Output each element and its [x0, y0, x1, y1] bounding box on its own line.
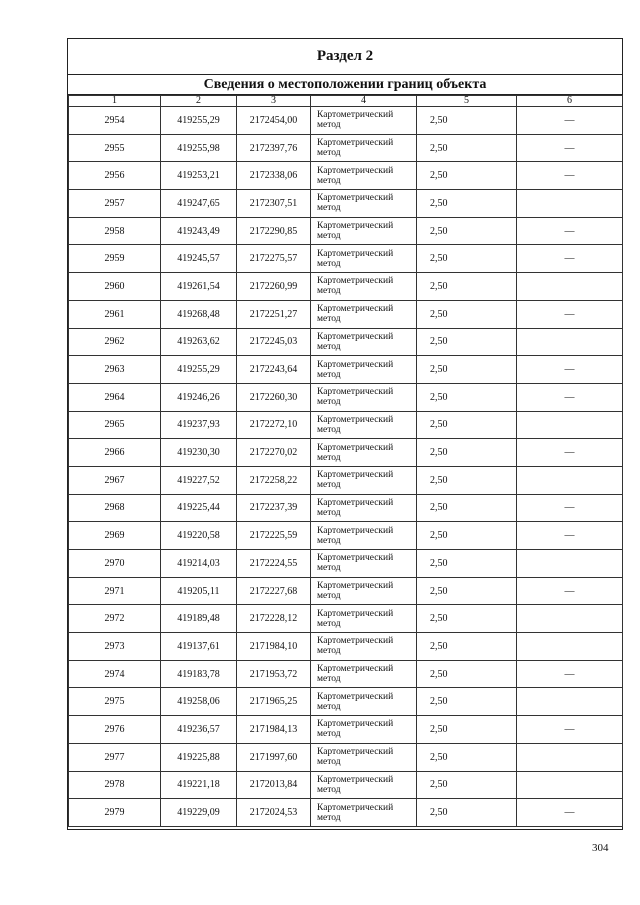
point-number-cell: 2967	[69, 466, 161, 494]
accuracy-cell: 2,50	[417, 633, 517, 661]
method-cell: Картометрический метод	[311, 411, 417, 439]
note-cell: —	[517, 577, 623, 605]
x-coordinate-cell: 419220,58	[161, 522, 237, 550]
note-cell: —	[517, 134, 623, 162]
point-number-cell: 2959	[69, 245, 161, 273]
y-coordinate-cell: 2171953,72	[237, 660, 311, 688]
x-coordinate-cell: 419229,09	[161, 799, 237, 827]
point-number-cell: 2956	[69, 162, 161, 190]
table-row	[69, 383, 623, 411]
method-cell: Картометрический метод	[311, 466, 417, 494]
point-number-cell: 2958	[69, 217, 161, 245]
method-cell: Картометрический метод	[311, 245, 417, 273]
note-cell: —	[517, 356, 623, 384]
y-coordinate-cell: 2172260,30	[237, 383, 311, 411]
method-cell: Картометрический метод	[311, 356, 417, 384]
table-row	[69, 522, 623, 550]
note-cell	[517, 190, 623, 218]
table-row	[69, 577, 623, 605]
note-cell: —	[517, 383, 623, 411]
x-coordinate-cell: 419255,29	[161, 107, 237, 135]
point-number-cell: 2973	[69, 633, 161, 661]
x-coordinate-cell: 419230,30	[161, 439, 237, 467]
accuracy-cell: 2,50	[417, 217, 517, 245]
table-row	[69, 605, 623, 633]
accuracy-cell: 2,50	[417, 245, 517, 273]
y-coordinate-cell: 2172290,85	[237, 217, 311, 245]
x-coordinate-cell: 419268,48	[161, 300, 237, 328]
table-row	[69, 190, 623, 218]
table-row	[69, 411, 623, 439]
x-coordinate-cell: 419245,57	[161, 245, 237, 273]
point-number-cell: 2971	[69, 577, 161, 605]
y-coordinate-cell: 2171997,60	[237, 743, 311, 771]
y-coordinate-cell: 2172397,76	[237, 134, 311, 162]
note-cell: —	[517, 716, 623, 744]
table-body	[69, 107, 623, 827]
y-coordinate-cell: 2172272,10	[237, 411, 311, 439]
table-row	[69, 107, 623, 135]
note-cell: —	[517, 522, 623, 550]
table-row	[69, 660, 623, 688]
method-cell: Картометрический метод	[311, 190, 417, 218]
table-row	[69, 771, 623, 799]
x-coordinate-cell: 419236,57	[161, 716, 237, 744]
x-coordinate-cell: 419137,61	[161, 633, 237, 661]
y-coordinate-cell: 2172260,99	[237, 273, 311, 301]
note-cell: —	[517, 162, 623, 190]
point-number-cell: 2961	[69, 300, 161, 328]
document-frame	[67, 38, 623, 830]
point-number-cell: 2978	[69, 771, 161, 799]
x-coordinate-cell: 419258,06	[161, 688, 237, 716]
accuracy-cell: 2,50	[417, 411, 517, 439]
accuracy-cell: 2,50	[417, 688, 517, 716]
note-cell	[517, 273, 623, 301]
note-cell: —	[517, 439, 623, 467]
x-coordinate-cell: 419205,11	[161, 577, 237, 605]
accuracy-cell: 2,50	[417, 134, 517, 162]
x-coordinate-cell: 419246,26	[161, 383, 237, 411]
method-cell: Картометрический метод	[311, 134, 417, 162]
point-number-cell: 2962	[69, 328, 161, 356]
accuracy-cell: 2,50	[417, 660, 517, 688]
method-cell: Картометрический метод	[311, 799, 417, 827]
note-cell: —	[517, 300, 623, 328]
table-row	[69, 494, 623, 522]
y-coordinate-cell: 2172245,03	[237, 328, 311, 356]
note-cell	[517, 411, 623, 439]
y-coordinate-cell: 2172307,51	[237, 190, 311, 218]
column-header-row	[69, 96, 623, 107]
method-cell: Картометрический метод	[311, 522, 417, 550]
note-cell	[517, 771, 623, 799]
note-cell	[517, 466, 623, 494]
point-number-cell: 2975	[69, 688, 161, 716]
method-cell: Картометрический метод	[311, 439, 417, 467]
method-cell: Картометрический метод	[311, 328, 417, 356]
point-number-cell: 2979	[69, 799, 161, 827]
accuracy-cell: 2,50	[417, 328, 517, 356]
method-cell: Картометрический метод	[311, 383, 417, 411]
note-cell	[517, 605, 623, 633]
y-coordinate-cell: 2171984,10	[237, 633, 311, 661]
x-coordinate-cell: 419263,62	[161, 328, 237, 356]
note-cell: —	[517, 799, 623, 827]
x-coordinate-cell: 419255,98	[161, 134, 237, 162]
accuracy-cell: 2,50	[417, 494, 517, 522]
table-row	[69, 716, 623, 744]
note-cell	[517, 743, 623, 771]
accuracy-cell: 2,50	[417, 107, 517, 135]
table-row	[69, 550, 623, 578]
note-cell	[517, 633, 623, 661]
x-coordinate-cell: 419225,44	[161, 494, 237, 522]
table-row	[69, 162, 623, 190]
accuracy-cell: 2,50	[417, 356, 517, 384]
table-row	[69, 688, 623, 716]
method-cell: Картометрический метод	[311, 107, 417, 135]
accuracy-cell: 2,50	[417, 273, 517, 301]
point-number-cell: 2965	[69, 411, 161, 439]
table-row	[69, 633, 623, 661]
method-cell: Картометрический метод	[311, 494, 417, 522]
column-header: 6	[517, 96, 623, 107]
table-row	[69, 799, 623, 827]
point-number-cell: 2977	[69, 743, 161, 771]
method-cell: Картометрический метод	[311, 162, 417, 190]
method-cell: Картометрический метод	[311, 716, 417, 744]
point-number-cell: 2957	[69, 190, 161, 218]
point-number-cell: 2969	[69, 522, 161, 550]
column-header: 2	[161, 96, 237, 107]
x-coordinate-cell: 419221,18	[161, 771, 237, 799]
column-header: 4	[311, 96, 417, 107]
y-coordinate-cell: 2171984,13	[237, 716, 311, 744]
y-coordinate-cell: 2172258,22	[237, 466, 311, 494]
note-cell: —	[517, 245, 623, 273]
x-coordinate-cell: 419247,65	[161, 190, 237, 218]
note-cell: —	[517, 494, 623, 522]
table-row	[69, 300, 623, 328]
table-row	[69, 245, 623, 273]
x-coordinate-cell: 419237,93	[161, 411, 237, 439]
point-number-cell: 2954	[69, 107, 161, 135]
accuracy-cell: 2,50	[417, 190, 517, 218]
point-number-cell: 2966	[69, 439, 161, 467]
accuracy-cell: 2,50	[417, 550, 517, 578]
table-row	[69, 328, 623, 356]
subsection-title: Сведения о местоположении границ объекта	[68, 75, 622, 95]
column-header: 3	[237, 96, 311, 107]
y-coordinate-cell: 2172454,00	[237, 107, 311, 135]
point-number-cell: 2963	[69, 356, 161, 384]
y-coordinate-cell: 2172225,59	[237, 522, 311, 550]
point-number-cell: 2974	[69, 660, 161, 688]
accuracy-cell: 2,50	[417, 439, 517, 467]
method-cell: Картометрический метод	[311, 633, 417, 661]
note-cell: —	[517, 660, 623, 688]
point-number-cell: 2964	[69, 383, 161, 411]
y-coordinate-cell: 2172251,27	[237, 300, 311, 328]
table-row	[69, 273, 623, 301]
method-cell: Картометрический метод	[311, 688, 417, 716]
accuracy-cell: 2,50	[417, 383, 517, 411]
x-coordinate-cell: 419189,48	[161, 605, 237, 633]
y-coordinate-cell: 2172275,57	[237, 245, 311, 273]
y-coordinate-cell: 2172024,53	[237, 799, 311, 827]
accuracy-cell: 2,50	[417, 466, 517, 494]
table-row	[69, 439, 623, 467]
table-row	[69, 134, 623, 162]
point-number-cell: 2976	[69, 716, 161, 744]
y-coordinate-cell: 2172237,39	[237, 494, 311, 522]
method-cell: Картометрический метод	[311, 550, 417, 578]
page-number: 304	[592, 842, 609, 854]
x-coordinate-cell: 419214,03	[161, 550, 237, 578]
x-coordinate-cell: 419243,49	[161, 217, 237, 245]
x-coordinate-cell: 419227,52	[161, 466, 237, 494]
x-coordinate-cell: 419261,54	[161, 273, 237, 301]
accuracy-cell: 2,50	[417, 743, 517, 771]
table-row	[69, 466, 623, 494]
note-cell: —	[517, 107, 623, 135]
accuracy-cell: 2,50	[417, 522, 517, 550]
y-coordinate-cell: 2172270,02	[237, 439, 311, 467]
y-coordinate-cell: 2172228,12	[237, 605, 311, 633]
method-cell: Картометрический метод	[311, 660, 417, 688]
table-row	[69, 217, 623, 245]
method-cell: Картометрический метод	[311, 743, 417, 771]
y-coordinate-cell: 2171965,25	[237, 688, 311, 716]
note-cell	[517, 328, 623, 356]
accuracy-cell: 2,50	[417, 605, 517, 633]
accuracy-cell: 2,50	[417, 162, 517, 190]
column-header: 5	[417, 96, 517, 107]
note-cell	[517, 688, 623, 716]
method-cell: Картометрический метод	[311, 273, 417, 301]
x-coordinate-cell: 419253,21	[161, 162, 237, 190]
accuracy-cell: 2,50	[417, 300, 517, 328]
y-coordinate-cell: 2172338,06	[237, 162, 311, 190]
accuracy-cell: 2,50	[417, 771, 517, 799]
method-cell: Картометрический метод	[311, 577, 417, 605]
section-title: Раздел 2	[68, 39, 622, 75]
point-number-cell: 2968	[69, 494, 161, 522]
note-cell: —	[517, 217, 623, 245]
table-row	[69, 743, 623, 771]
x-coordinate-cell: 419183,78	[161, 660, 237, 688]
y-coordinate-cell: 2172224,55	[237, 550, 311, 578]
point-number-cell: 2972	[69, 605, 161, 633]
method-cell: Картометрический метод	[311, 605, 417, 633]
column-header: 1	[69, 96, 161, 107]
point-number-cell: 2960	[69, 273, 161, 301]
method-cell: Картометрический метод	[311, 300, 417, 328]
table-row	[69, 356, 623, 384]
x-coordinate-cell: 419225,88	[161, 743, 237, 771]
y-coordinate-cell: 2172013,84	[237, 771, 311, 799]
method-cell: Картометрический метод	[311, 217, 417, 245]
accuracy-cell: 2,50	[417, 799, 517, 827]
accuracy-cell: 2,50	[417, 577, 517, 605]
point-number-cell: 2970	[69, 550, 161, 578]
y-coordinate-cell: 2172243,64	[237, 356, 311, 384]
method-cell: Картометрический метод	[311, 771, 417, 799]
boundary-coordinates-table	[68, 95, 623, 827]
x-coordinate-cell: 419255,29	[161, 356, 237, 384]
note-cell	[517, 550, 623, 578]
accuracy-cell: 2,50	[417, 716, 517, 744]
y-coordinate-cell: 2172227,68	[237, 577, 311, 605]
point-number-cell: 2955	[69, 134, 161, 162]
